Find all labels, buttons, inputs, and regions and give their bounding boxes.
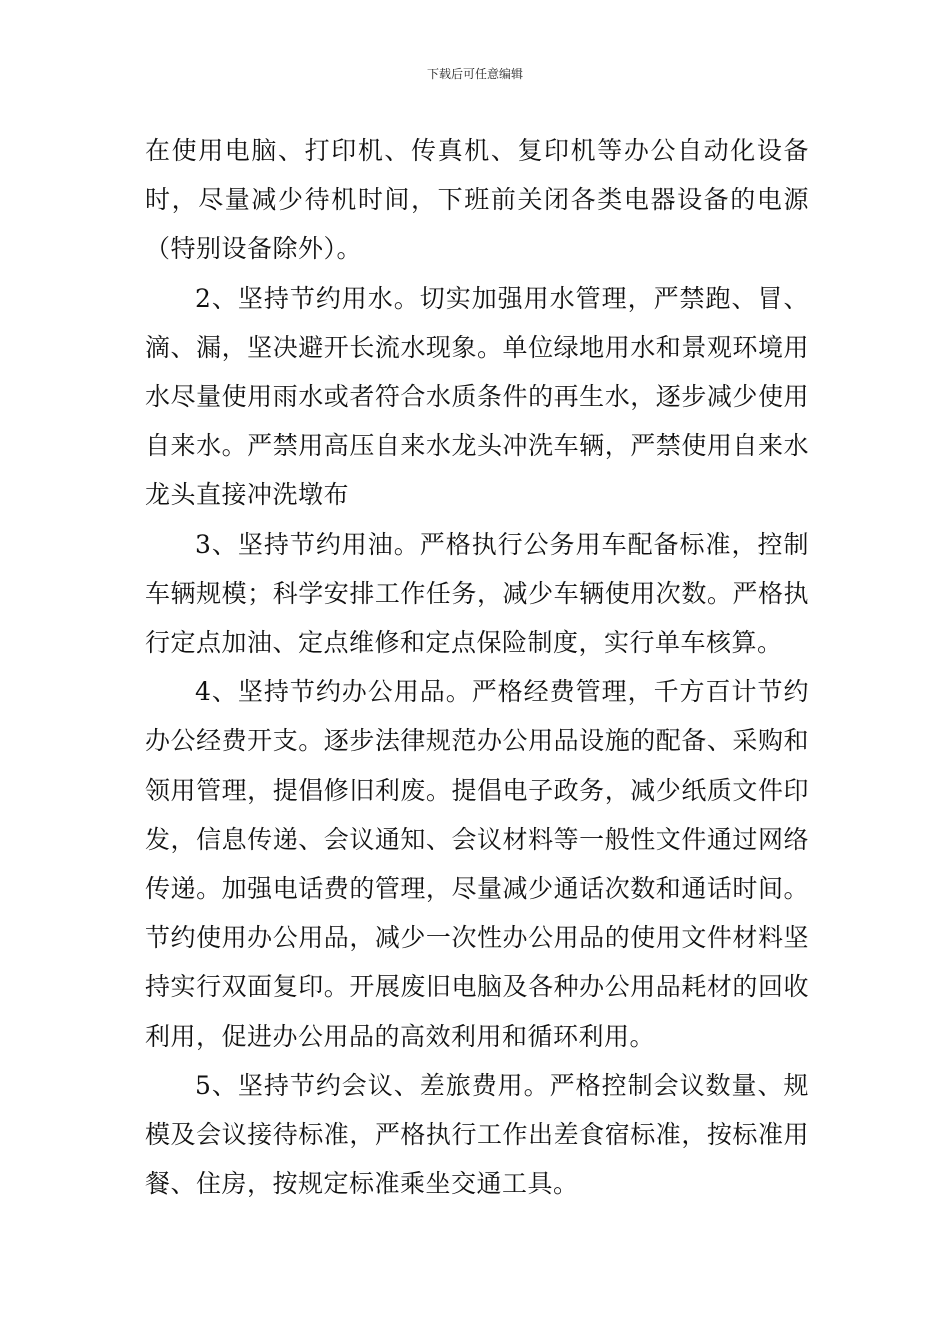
paragraph-water-saving: 2、坚持节约用水。切实加强用水管理，严禁跑、冒、滴、漏，坚决避开长流水现象。单位绿地用水和景观环境用水尽量使用雨水或者符合水质条件的再生水，逐步减少使用自来水。严禁用高压自来水龙头冲洗车辆，严禁使用自来水龙头直接冲洗墩布 — [145, 283, 809, 510]
document-body — [145, 126, 809, 1208]
paragraph-office-supplies: 4、坚持节约办公用品。严格经费管理，千方百计节约办公经费开支。逐步法律规范办公用品设施的配备、采购和领用管理，提倡修旧利废。提倡电子政务，减少纸质文件印发，信息传递、会议通知、会议材料等一般性文件通过网络传递。加强电话费的管理，尽量减少通话次数和通话时间。节约使用办公用品，减少一次性办公用品的使用文件材料坚持实行双面复印。开展废旧电脑及各种办公用品耗材的回收利用，促进办公用品的高效利用和循环利用。 — [145, 677, 809, 1051]
page-header: 下载后可任意编辑 — [426, 67, 523, 81]
paragraph-fuel-saving: 3、坚持节约用油。严格执行公务用车配备标准，控制车辆规模；科学安排工作任务，减少车辆使用次数。严格执行定点加油、定点维修和定点保险制度，实行单车核算。 — [145, 529, 809, 658]
paragraph-continuation: 在使用电脑、打印机、传真机、复印机等办公自动化设备时，尽量减少待机时间，下班前关闭各类电器设备的电源（特别设备除外）。 — [145, 136, 809, 264]
paragraph-meeting-travel: 5、坚持节约会议、差旅费用。严格控制会议数量、规模及会议接待标准，严格执行工作出差食宿标准，按标准用餐、住房，按规定标准乘坐交通工具。 — [145, 1070, 809, 1199]
